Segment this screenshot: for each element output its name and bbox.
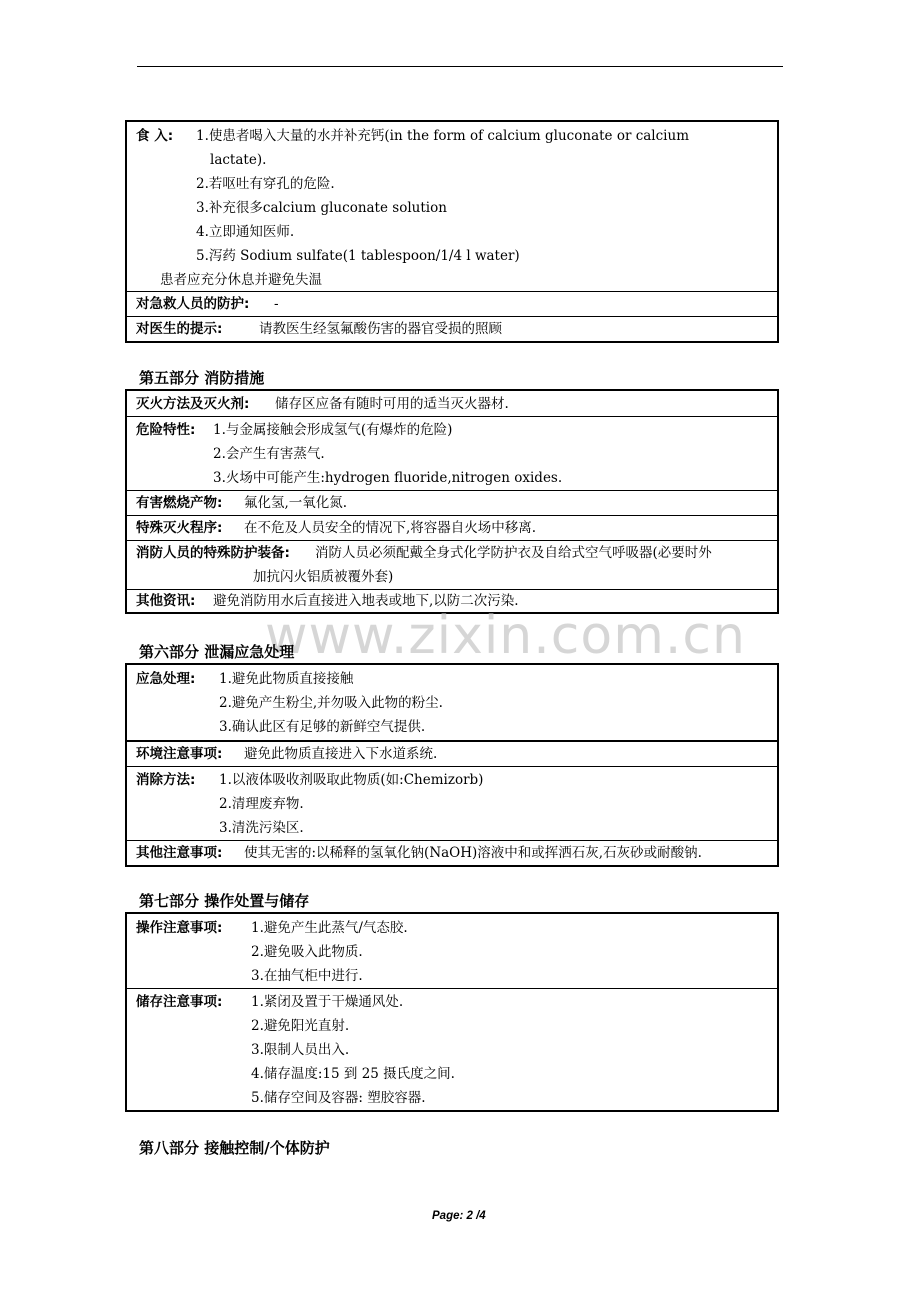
hazard-line: 1.与金属接触会形成氢气(有爆炸的危险) xyxy=(213,422,453,438)
handling-line: 1.避免产生此蒸气/气态胶. xyxy=(251,920,408,936)
section-6-heading: 第六部分 泄漏应急处理 xyxy=(139,643,295,661)
hazard-line: 3.火场中可能产生:hydrogen fluoride,nitrogen oxides. xyxy=(213,470,563,486)
procedure-value: 在不危及人员安全的情况下,将容器自火场中移离. xyxy=(244,520,537,536)
hazard-line: 2.会产生有害蒸气. xyxy=(213,446,325,462)
combustion-value: 氟化氢,一氧化氮. xyxy=(244,495,348,511)
storage-line: 5.储存空间及容器: 塑胶容器. xyxy=(251,1090,426,1106)
equipment-value: 消防人员必须配戴全身式化学防护衣及自给式空气呼吸器(必要时外 xyxy=(315,545,712,561)
extinguish-value: 储存区应备有随时可用的适当灭火器材. xyxy=(275,396,509,412)
emergency-line: 1.避免此物质直接接触 xyxy=(219,671,354,687)
other-info-value: 避免消防用水后直接进入地表或地下,以防二次污染. xyxy=(213,593,519,609)
first-aid-protection-label: 对急救人员的防护: xyxy=(136,296,250,312)
first-aid-table xyxy=(125,120,779,343)
fire-fighting-table xyxy=(125,389,779,614)
handling-storage-table xyxy=(125,912,779,1112)
ingestion-line: 4.立即通知医师. xyxy=(196,224,295,240)
other-info-label: 其他资讯: xyxy=(136,593,196,609)
first-aid-protection-value: - xyxy=(274,296,279,312)
watermark: www.zixin.com.cn xyxy=(265,606,746,666)
other-notes-row xyxy=(127,840,777,865)
ingestion-line: lactate). xyxy=(210,152,267,168)
procedure-row xyxy=(127,515,777,540)
ingestion-line: 5.泻药 Sodium sulfate(1 tablespoon/1/4 l water) xyxy=(196,248,520,264)
procedure-label: 特殊灭火程序: xyxy=(136,520,223,536)
hazard-row xyxy=(127,416,777,490)
removal-line: 3.清洗污染区. xyxy=(219,820,304,836)
environment-value: 避免此物质直接进入下水道系统. xyxy=(244,746,438,762)
hazard-label: 危险特性: xyxy=(136,422,196,438)
doctor-note-value: 请教医生经氢氟酸伤害的器官受损的照顾 xyxy=(259,321,502,337)
removal-row xyxy=(127,766,777,840)
doctor-note-row xyxy=(127,316,777,341)
emergency-row xyxy=(127,665,777,740)
storage-line: 3.限制人员出入. xyxy=(251,1042,350,1058)
storage-row xyxy=(127,988,777,1110)
storage-label: 储存注意事项: xyxy=(136,994,223,1010)
other-notes-label: 其他注意事项: xyxy=(136,845,223,861)
storage-line: 1.紧闭及置于干燥通风处. xyxy=(251,994,404,1010)
equipment-label: 消防人员的特殊防护装备: xyxy=(136,545,290,561)
emergency-line: 2.避免产生粉尘,并勿吸入此物的粉尘. xyxy=(219,695,443,711)
ingestion-row xyxy=(127,122,777,291)
handling-line: 2.避免吸入此物质. xyxy=(251,944,363,960)
section-5-heading: 第五部分 消防措施 xyxy=(139,369,265,387)
ingestion-line: 2.若呕吐有穿孔的危险. xyxy=(196,176,335,192)
removal-label: 消除方法: xyxy=(136,772,196,788)
handling-line: 3.在抽气柜中进行. xyxy=(251,968,363,984)
equipment-value-cont: 加抗闪火铝质被覆外套) xyxy=(253,569,394,585)
combustion-row xyxy=(127,490,777,515)
environment-row xyxy=(127,740,777,766)
spill-response-table xyxy=(125,663,779,867)
removal-line: 2.清理废弃物. xyxy=(219,796,304,812)
ingestion-line: 1.使患者喝入大量的水并补充钙(in the form of calcium gluconate or calcium xyxy=(196,128,689,144)
ingestion-label: 食 入: xyxy=(136,128,174,144)
handling-label: 操作注意事项: xyxy=(136,920,223,936)
extinguish-label: 灭火方法及灭火剂: xyxy=(136,396,250,412)
ingestion-note: 患者应充分休息并避免失温 xyxy=(160,272,322,288)
section-7-heading: 第七部分 操作处置与储存 xyxy=(139,892,310,910)
removal-line: 1.以液体吸收剂吸取此物质(如:Chemizorb) xyxy=(219,772,484,788)
ingestion-line: 3.补充很多calcium gluconate solution xyxy=(196,200,447,216)
storage-line: 4.储存温度:15 到 25 摄氏度之间. xyxy=(251,1066,455,1082)
first-aid-protection-row xyxy=(127,291,777,316)
combustion-label: 有害燃烧产物: xyxy=(136,495,223,511)
emergency-line: 3.确认此区有足够的新鲜空气提供. xyxy=(219,719,426,735)
environment-label: 环境注意事项: xyxy=(136,746,223,762)
doctor-note-label: 对医生的提示: xyxy=(136,321,223,337)
page-number: Page: 2 /4 xyxy=(432,1210,486,1222)
storage-line: 2.避免阳光直射. xyxy=(251,1018,350,1034)
section-8-heading: 第八部分 接触控制/个体防护 xyxy=(139,1139,330,1157)
handling-row xyxy=(127,914,777,988)
equipment-row xyxy=(127,540,777,589)
other-notes-value: 使其无害的:以稀释的氢氧化钠(NaOH)溶液中和或挥洒石灰,石灰砂或耐酸钠. xyxy=(244,845,702,861)
header-rule xyxy=(137,66,783,67)
extinguish-row xyxy=(127,391,777,416)
emergency-label: 应急处理: xyxy=(136,671,196,687)
